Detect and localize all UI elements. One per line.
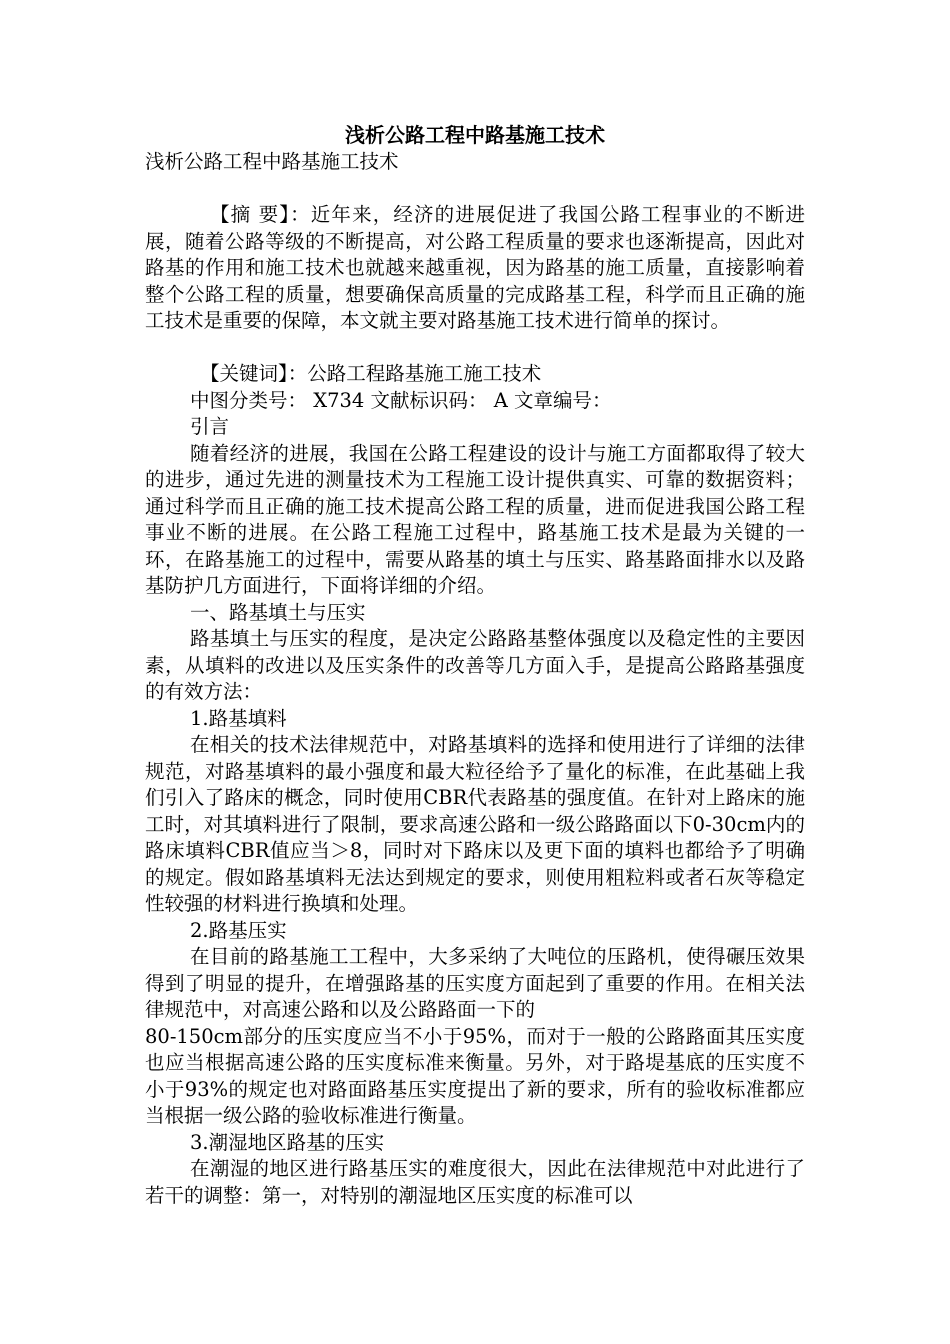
subsection2-heading: 2.路基压实 [190,918,287,942]
blank-line [145,176,805,203]
section1-paragraph: 路基填土与压实的程度，是决定公路路基整体强度以及稳定性的主要因素，从填料的改进以及压实条件的改善等几方面入手，是提高公路路基强度的有效方法： [145,627,805,703]
subsection3-paragraph: 在潮湿的地区进行路基压实的难度很大，因此在法律规范中对此进行了若干的调整：第一，对特别的潮湿地区压实度的标准可以 [145,1157,805,1207]
document-body [145,149,805,1209]
document-title: 浅析公路工程中路基施工技术 [345,123,605,147]
classification-line: 中图分类号： X734 文献标识码： A 文章编号： [190,388,612,412]
subsection1-paragraph: 在相关的技术法律规范中，对路基填料的选择和使用进行了详细的法律规范，对路基填料的最小强度和最大粒径给予了量化的标准，在此基础上我们引入了路床的概念，同时使用CBR代表路基的强度值。在针对上路床的施工时，对其填料进行了限制，要求高速公路和一级公路路面以下0-30cm内的路床填料CBR值应当＞8，同时对下路床以及更下面的填料也都给予了明确的规定。假如路基填料无法达到规定的要求，则使用粗粒料或者石灰等稳定性较强的材料进行换填和处理。 [145,733,805,915]
abstract-paragraph: 【摘 要】：近年来，经济的进展促进了我国公路工程事业的不断进展，随着公路等级的不断提高，对公路工程质量的要求也逐渐提高，因此对路基的作用和施工技术也就越来越重视，因为路基的施工质量，直接影响着整个公路工程的质量，想要确保高质量的完成路基工程，科学而且正确的施工技术是重要的保障，本文就主要对路基施工技术进行简单的探讨。 [145,203,805,332]
intro-paragraph: 随着经济的进展，我国在公路工程建设的设计与施工方面都取得了较大的进步，通过先进的测量技术为工程施工设计提供真实、可靠的数据资料；通过科学而且正确的施工技术提高公路工程的质量，进而促进我国公路工程事业不断的进展。在公路工程施工过程中，路基施工技术是最为关键的一环，在路基施工的过程中，需要从路基的填土与压实、路基路面排水以及路基防护几方面进行，下面将详细的介绍。 [145,441,805,597]
subsection2-paragraph-part1: 在目前的路基施工工程中，大多采纳了大吨位的压路机，使得碾压效果得到了明显的提升，在增强路基的压实度方面起到了重要的作用。在相关法律规范中，对高速公路和以及公路路面一下的 [145,945,805,1021]
subsection3-heading: 3.潮湿地区路基的压实 [190,1130,385,1154]
section1-heading: 一、路基填土与压实 [190,600,366,624]
document-subtitle: 浅析公路工程中路基施工技术 [145,150,399,173]
subsection2-paragraph-part2: 80-150cm部分的压实度应当不小于95%，而对于一般的公路路面其压实度也应当根据高速公路的压实度标准来衡量。另外，对于路堤基底的压实度不小于93%的规定也对路面路基压实度提出了新的要求，所有的验收标准都应当根据一级公路的验收标准进行衡量。 [145,1024,805,1127]
intro-heading: 引言 [190,415,230,438]
blank-line [145,335,805,362]
keywords-line: 【关键词】：公路工程路基施工施工技术 [200,362,542,385]
subsection1-heading: 1.路基填料 [190,706,287,730]
